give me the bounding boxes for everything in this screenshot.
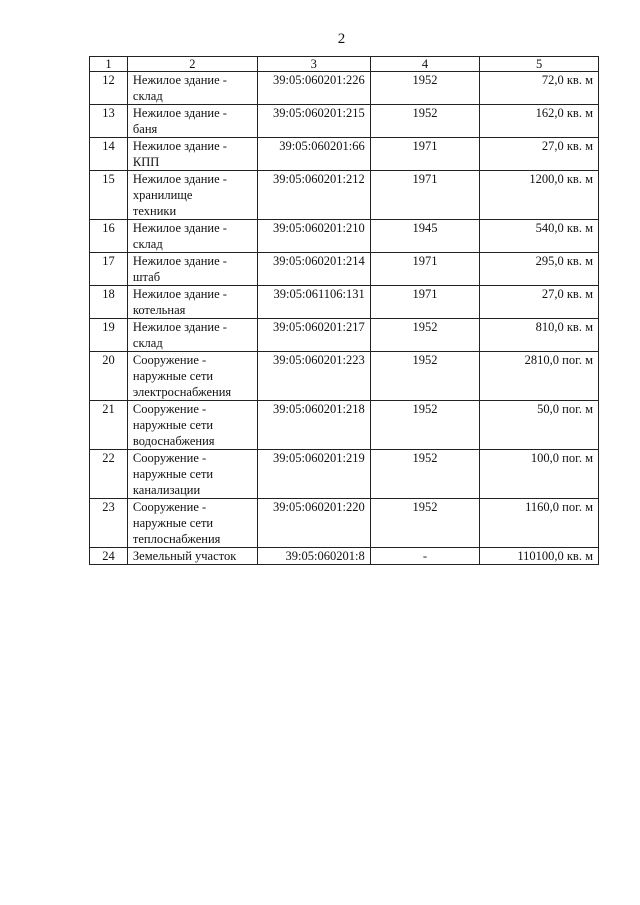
object-name-line: Нежилое здание - [132, 73, 227, 87]
object-name-line: Нежилое здание - [132, 172, 227, 186]
year-cell: 1952 [370, 319, 480, 352]
object-name-line: Земельный участок [132, 549, 237, 563]
area-cell: 1200,0 кв. м [480, 171, 599, 220]
table-body [90, 72, 599, 565]
cadastral-number-cell: 39:05:060201:220 [257, 499, 370, 548]
table-row [90, 499, 599, 548]
cadastral-number-cell: 39:05:060201:226 [257, 72, 370, 105]
cadastral-number-cell: 39:05:060201:212 [257, 171, 370, 220]
object-name-line: Сооружение - [132, 402, 207, 416]
area-cell: 72,0 кв. м [480, 72, 599, 105]
row-number-cell: 24 [90, 548, 128, 565]
object-name-cell [127, 105, 257, 138]
area-cell: 50,0 пог. м [480, 401, 599, 450]
year-cell: 1971 [370, 253, 480, 286]
object-name-cell [127, 401, 257, 450]
year-cell: 1971 [370, 138, 480, 171]
object-name-cell [127, 220, 257, 253]
cadastral-number-cell: 39:05:060201:214 [257, 253, 370, 286]
area-cell: 2810,0 пог. м [480, 352, 599, 401]
row-number-cell: 22 [90, 450, 128, 499]
row-number-cell: 23 [90, 499, 128, 548]
page-number: 2 [337, 31, 346, 47]
object-name-line: наружные сети [132, 467, 214, 481]
object-name-line: наружные сети [132, 516, 214, 530]
header-cell: 1 [90, 57, 128, 72]
object-name-line: склад [132, 237, 163, 251]
table-row [90, 286, 599, 319]
row-number-cell: 21 [90, 401, 128, 450]
row-number-cell: 13 [90, 105, 128, 138]
year-cell: 1952 [370, 499, 480, 548]
area-cell: 27,0 кв. м [480, 138, 599, 171]
object-name-line: склад [132, 89, 163, 103]
cadastral-number-cell: 39:05:060201:210 [257, 220, 370, 253]
table-row [90, 138, 599, 171]
table-row [90, 450, 599, 499]
year-cell: 1952 [370, 72, 480, 105]
table-row [90, 220, 599, 253]
object-name-line: Сооружение - [132, 500, 207, 514]
object-name-line: водоснабжения [132, 434, 215, 448]
object-name-line: склад [132, 336, 163, 350]
object-name-line: Нежилое здание - [132, 320, 227, 334]
row-number-cell: 16 [90, 220, 128, 253]
cadastral-number-cell: 39:05:061106:131 [257, 286, 370, 319]
area-cell: 162,0 кв. м [480, 105, 599, 138]
object-name-line: Сооружение - [132, 353, 207, 367]
area-cell: 810,0 кв. м [480, 319, 599, 352]
object-name-line: котельная [132, 303, 186, 317]
object-name-line: электроснабжения [132, 385, 232, 399]
row-number-cell: 15 [90, 171, 128, 220]
cadastral-number-cell: 39:05:060201:66 [257, 138, 370, 171]
object-name-line: баня [132, 122, 158, 136]
header-cell: 2 [127, 57, 257, 72]
table-row [90, 253, 599, 286]
row-number-cell: 19 [90, 319, 128, 352]
object-name-line: наружные сети [132, 369, 214, 383]
object-name-line: Сооружение - [132, 451, 207, 465]
year-cell: - [370, 548, 480, 565]
area-cell: 100,0 пог. м [480, 450, 599, 499]
object-name-cell [127, 171, 257, 220]
header-cell: 4 [370, 57, 480, 72]
object-name-line: штаб [132, 270, 161, 284]
header-row [90, 57, 599, 72]
cadastral-number-cell: 39:05:060201:219 [257, 450, 370, 499]
table-row [90, 105, 599, 138]
area-cell: 27,0 кв. м [480, 286, 599, 319]
table-row [90, 548, 599, 565]
year-cell: 1945 [370, 220, 480, 253]
object-name-cell [127, 253, 257, 286]
cadastral-number-cell: 39:05:060201:8 [257, 548, 370, 565]
object-name-cell [127, 548, 257, 565]
area-cell: 540,0 кв. м [480, 220, 599, 253]
row-number-cell: 18 [90, 286, 128, 319]
object-name-line: хранилище [132, 188, 193, 202]
object-name-cell [127, 499, 257, 548]
row-number-cell: 12 [90, 72, 128, 105]
object-name-line: Нежилое здание - [132, 221, 227, 235]
object-name-line: канализации [132, 483, 201, 497]
object-name-line: Нежилое здание - [132, 106, 227, 120]
row-number-cell: 17 [90, 253, 128, 286]
header-cell: 5 [480, 57, 599, 72]
year-cell: 1971 [370, 286, 480, 319]
object-name-cell [127, 352, 257, 401]
object-name-line: КПП [132, 155, 160, 169]
object-name-cell [127, 286, 257, 319]
object-name-line: теплоснабжения [132, 532, 221, 546]
cadastral-number-cell: 39:05:060201:215 [257, 105, 370, 138]
object-name-line: Нежилое здание - [132, 254, 227, 268]
object-name-cell [127, 450, 257, 499]
header-cell: 3 [257, 57, 370, 72]
object-name-line: наружные сети [132, 418, 214, 432]
table-row [90, 352, 599, 401]
area-cell: 295,0 кв. м [480, 253, 599, 286]
area-cell: 1160,0 пог. м [480, 499, 599, 548]
year-cell: 1952 [370, 401, 480, 450]
object-name-line: Нежилое здание - [132, 139, 227, 153]
object-name-cell [127, 138, 257, 171]
area-cell: 110100,0 кв. м [480, 548, 599, 565]
table-row [90, 171, 599, 220]
object-name-line: Нежилое здание - [132, 287, 227, 301]
object-name-line: техники [132, 204, 177, 218]
table-row [90, 401, 599, 450]
year-cell: 1952 [370, 105, 480, 138]
year-cell: 1971 [370, 171, 480, 220]
year-cell: 1952 [370, 450, 480, 499]
object-name-cell [127, 72, 257, 105]
cadastral-number-cell: 39:05:060201:218 [257, 401, 370, 450]
object-name-cell [127, 319, 257, 352]
row-number-cell: 20 [90, 352, 128, 401]
table-row [90, 72, 599, 105]
cadastral-number-cell: 39:05:060201:223 [257, 352, 370, 401]
table-row [90, 319, 599, 352]
property-table [89, 56, 599, 565]
cadastral-number-cell: 39:05:060201:217 [257, 319, 370, 352]
year-cell: 1952 [370, 352, 480, 401]
row-number-cell: 14 [90, 138, 128, 171]
